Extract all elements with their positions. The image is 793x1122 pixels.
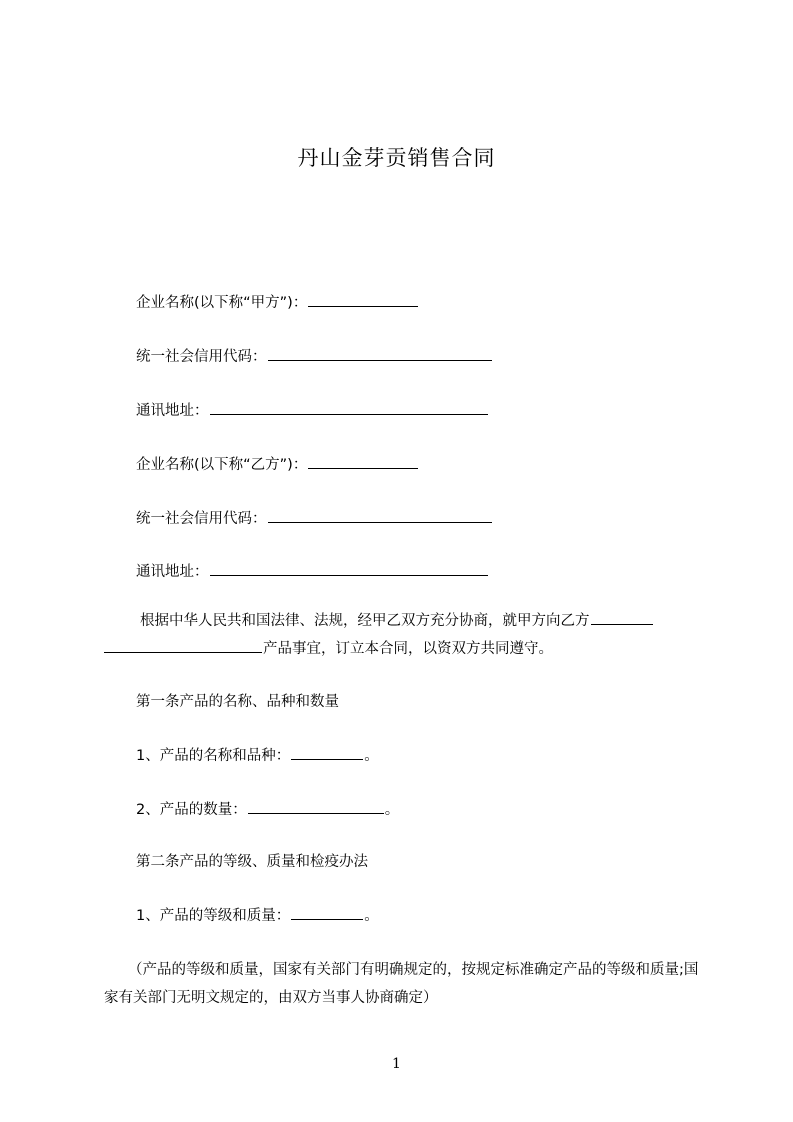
party-b-address-blank[interactable] — [210, 561, 488, 576]
party-b-credit-line — [136, 508, 493, 529]
quality-note-text: （产品的等级和质量，国家有关部门有明确规定的，按规定标准确定产品的等级和质量;国家有关部门无明文规定的，由双方当事人协商确定） — [104, 962, 699, 1006]
article1-item1-line — [136, 745, 379, 766]
article2-item1-label: 1、产品的等级和质量： — [136, 908, 291, 924]
party-b-name-line — [136, 454, 419, 475]
party-a-name-blank[interactable] — [308, 292, 418, 307]
page-number: 1 — [392, 1056, 401, 1072]
article2-item1-period: 。 — [364, 908, 379, 924]
party-a-address-line — [136, 400, 489, 421]
article1-item2-label: 2、产品的数量： — [136, 802, 247, 818]
article1-item2-period: 。 — [384, 802, 400, 818]
article1-item2-line — [136, 799, 399, 820]
party-a-credit-line — [136, 346, 493, 367]
party-b-name-label: 企业名称(以下称“乙方”)： — [136, 457, 308, 473]
party-a-address-label: 通讯地址： — [136, 403, 209, 419]
article2-item1-line — [136, 905, 379, 926]
preamble-product-blank-2[interactable] — [104, 638, 262, 653]
party-a-credit-label: 统一社会信用代码： — [136, 349, 267, 365]
preamble-paragraph — [104, 607, 704, 663]
article1-heading: 第一条产品的名称、品种和数量 — [136, 694, 339, 710]
preamble-text-part2: 产品事宜，订立本合同，以资双方共同遵守。 — [263, 641, 553, 657]
article1-item1-period: 。 — [364, 748, 379, 764]
article2-heading: 第二条产品的等级、质量和检疫办法 — [136, 854, 368, 870]
party-b-name-blank[interactable] — [308, 454, 418, 469]
party-a-name-label: 企业名称(以下称“甲方”)： — [136, 295, 308, 311]
preamble-text-part1: 根据中华人民共和国法律、法规，经甲乙双方充分协商，就甲方向乙方 — [140, 613, 590, 629]
party-b-address-label: 通讯地址： — [136, 564, 209, 580]
product-quantity-blank[interactable] — [248, 799, 384, 814]
article1-item1-label: 1、产品的名称和品种： — [136, 748, 291, 764]
quality-note-paragraph — [104, 956, 704, 1012]
party-b-credit-label: 统一社会信用代码： — [136, 511, 267, 527]
party-b-credit-blank[interactable] — [268, 508, 492, 523]
party-a-credit-blank[interactable] — [268, 346, 492, 361]
product-grade-blank[interactable] — [291, 905, 363, 920]
product-name-blank[interactable] — [291, 745, 363, 760]
party-a-address-blank[interactable] — [210, 400, 488, 415]
party-a-name-line — [136, 292, 419, 313]
document-title: 丹山金芽贡销售合同 — [297, 146, 496, 170]
party-b-address-line — [136, 561, 489, 582]
preamble-product-blank-1[interactable] — [591, 610, 653, 625]
